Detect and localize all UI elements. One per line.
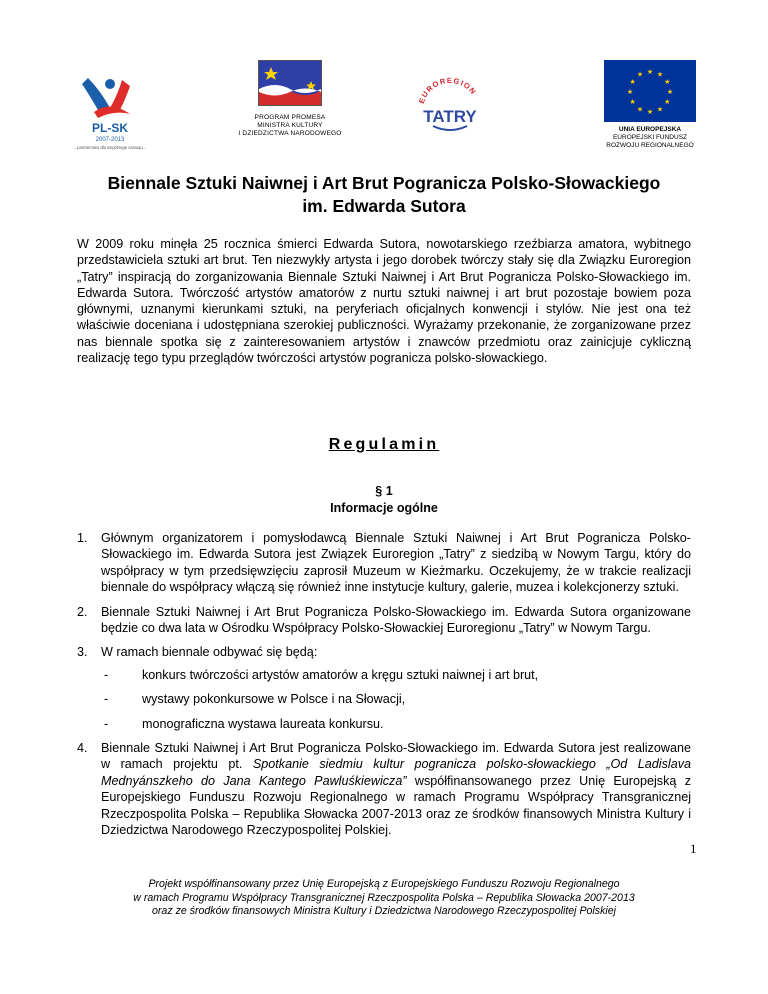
svg-text:★: ★ bbox=[629, 78, 636, 86]
euroregion-tatry-logo bbox=[415, 70, 485, 140]
item-text-post: współfinansowanego przez Unię Europejską z Europejskiego Funduszu Rozwoju Regionalnego w ramach Programu Współpracy Transgranicznej Rzeczpospolita Polska – Republika Słowacka 2007-2013 oraz ze środków finansowych Ministra Kultury i Dziedzictwa Narodowego Rzeczypospolitej Polskiej. bbox=[101, 773, 691, 838]
sub-list bbox=[100, 667, 691, 732]
page-number: 1 bbox=[690, 841, 697, 856]
list-item bbox=[77, 644, 691, 732]
sub-list-item bbox=[100, 691, 691, 707]
dash-mark: - bbox=[104, 716, 109, 731]
footer bbox=[60, 878, 708, 919]
item-number: 1. bbox=[77, 531, 88, 545]
title-line-2: im. Edwarda Sutora bbox=[302, 196, 466, 216]
svg-text:★: ★ bbox=[656, 70, 664, 79]
svg-text:★: ★ bbox=[666, 88, 674, 96]
eu-logo bbox=[600, 60, 700, 150]
logo-bar bbox=[60, 60, 708, 150]
svg-text:★: ★ bbox=[629, 98, 636, 106]
sub-item-text: wystawy pokonkursowe w Polsce i na Słowacji, bbox=[142, 692, 406, 707]
svg-text:★: ★ bbox=[636, 105, 644, 114]
item-number: 3. bbox=[77, 645, 88, 660]
list-item bbox=[77, 740, 691, 838]
item-text: Głównym organizatorem i pomysłodawcą Biennale Sztuki Naiwnej i Art Brut Pogranicza Polsko-Słowackiego im. Edwarda Sutora jest Związek Euroregion „Tatry” z siedzibą w Nowym Targu, który do współpracy w tym przedsięwzięciu zaprosił Muzeum w Kieżmarku. Oczekujemy, że w trakcie realizacji biennale do współpracy włączą się również inne instytucje kultury, galerie, muzea i kolekcjonerzy sztuki. bbox=[101, 531, 691, 595]
project-title: Spotkanie siedmiu kultur pogranicza polsko-słowackiego „Od Ladislava Mednyánszkeho do Jana Kantego Pawluśkiewicza” bbox=[101, 757, 692, 788]
dash-mark: - bbox=[104, 692, 109, 707]
document-title bbox=[60, 172, 708, 218]
promesa-logo bbox=[230, 60, 350, 150]
promesa-line: PROGRAM PROMESA bbox=[254, 114, 326, 121]
rules-list bbox=[77, 530, 691, 847]
pl-sk-name: PL-SK bbox=[92, 121, 128, 135]
svg-text:★: ★ bbox=[646, 68, 654, 76]
eu-caption bbox=[600, 126, 700, 150]
sub-list-item bbox=[100, 716, 691, 732]
sub-item-text: konkurs twórczości artystów amatorów a kręgu sztuki naiwnej i art brut, bbox=[142, 667, 539, 682]
pl-sk-emblem-icon bbox=[60, 70, 160, 150]
eu-flag-icon bbox=[604, 60, 696, 122]
footer-line: oraz ze środków finansowych Ministra Kultury i Dziedzictwa Narodowego Rzeczypospolitej Polskiej bbox=[152, 905, 616, 918]
eu-line: EUROPEJSKI FUNDUSZ bbox=[612, 134, 688, 141]
section-heading bbox=[60, 483, 708, 517]
eu-line: ROZWOJU REGIONALNEGO bbox=[606, 142, 694, 149]
item-number: 4. bbox=[77, 741, 88, 756]
promesa-flag-icon bbox=[258, 60, 322, 106]
eu-line: UNIA EUROPEJSKA bbox=[618, 126, 682, 133]
list-item bbox=[77, 530, 691, 596]
item-text: Biennale Sztuki Naiwnej i Art Brut Pogranicza Polsko-Słowackiego im. Edwarda Sutora organizowane będzie co dwa lata w Ośrodku Współpracy Polsko-Słowackiej Euroregionu „Tatry” w Nowym Targu. bbox=[101, 604, 691, 636]
list-item bbox=[77, 604, 691, 637]
intro-paragraph: W 2009 roku minęła 25 rocznica śmierci Edwarda Sutora, nowotarskiego rzeźbiarza amatora, wybitnego przedstawiciela sztuki art brut. Ten niezwykły artysta i jego dorobek twórczy stały się dla Związku Euroregion „Tatry” inspiracją do zorganizowania Biennale Sztuki Naiwnej i Art Brut Pogranicza Polsko-Słowackiego im. Edwarda Sutora. Twórczość artystów amatorów z nurtu sztuki naiwnej i art brut pozostaje bowiem poza głównymi, uznanymi kierunkami sztuki, na peryferiach oficjalnych konwencji i stylów. Nie jest ona też właściwie doceniana i udostępniana szerokiej publiczności. Wyrażamy przekonanie, że zorganizowane przez nas biennale spotka się z zainteresowaniem artystów i znawców przedmiotu oraz zainicjuje cykliczną realizację tego typu przeglądów twórczości artystów pogranicza polsko-słowackiego. bbox=[77, 237, 691, 366]
tatry-word: TATRY bbox=[423, 107, 477, 126]
section-title: Informacje ogólne bbox=[330, 501, 438, 515]
svg-text:★: ★ bbox=[636, 70, 644, 79]
item-number: 2. bbox=[77, 604, 88, 619]
svg-text:★: ★ bbox=[664, 98, 671, 106]
dash-mark: - bbox=[104, 667, 109, 682]
title-line-1: Biennale Sztuki Naiwnej i Art Brut Pogranicza Polsko-Słowackiego bbox=[107, 173, 661, 193]
regulamin-heading: Regulamin bbox=[328, 436, 440, 453]
svg-text:★: ★ bbox=[646, 108, 654, 116]
promesa-line: I DZIEDZICTWA NARODOWEGO bbox=[238, 130, 342, 137]
pl-sk-years: 2007-2013 bbox=[95, 137, 125, 143]
sub-item-text: monograficzna wystawa laureata konkursu. bbox=[142, 716, 384, 731]
svg-text:EUROREGION bbox=[417, 76, 479, 105]
pl-sk-logo bbox=[60, 70, 160, 150]
footer-line: w ramach Programu Współpracy Transgranicznej Rzeczpospolita Polska – Republika Słowacka 2007-2013 bbox=[133, 891, 635, 904]
promesa-line: MINISTRA KULTURY bbox=[257, 122, 323, 129]
svg-text:★: ★ bbox=[664, 78, 671, 86]
svg-text:★: ★ bbox=[656, 105, 664, 114]
section-number: § 1 bbox=[375, 484, 393, 498]
svg-text:★: ★ bbox=[626, 88, 634, 96]
footer-line: Projekt współfinansowany przez Unię Europejską z Europejskiego Funduszu Rozwoju Regionalnego bbox=[148, 878, 620, 890]
tatry-arc-text: EUROREGION bbox=[416, 75, 479, 105]
pl-sk-tagline: ...partnerstwo dla wspólnego rozwoju... bbox=[73, 145, 147, 150]
item-text-pre: Biennale Sztuki Naiwnej i Art Brut Pogranicza Polsko-Słowackiego im. Edwarda Sutora jest realizowane w ramach projektu pt. bbox=[101, 741, 691, 772]
item-text: W ramach biennale odbywać się będą: bbox=[101, 645, 318, 660]
sub-list-item bbox=[100, 667, 691, 683]
promesa-caption bbox=[230, 114, 350, 138]
